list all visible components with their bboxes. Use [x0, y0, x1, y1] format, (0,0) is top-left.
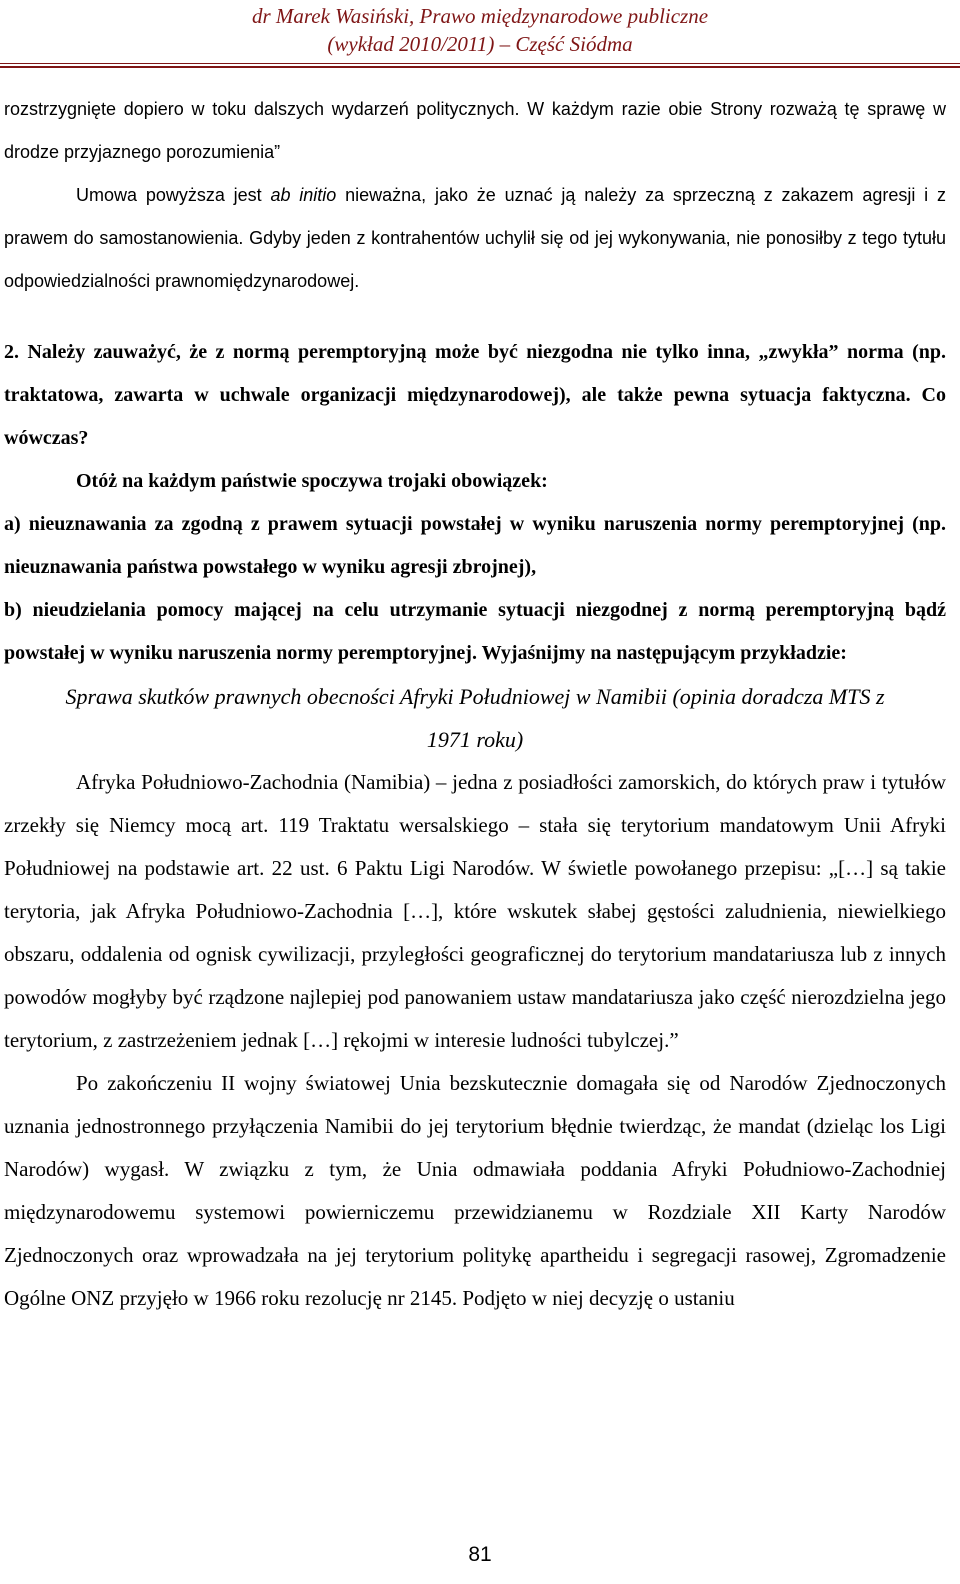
page-number: 81	[468, 1543, 492, 1566]
case-title	[4, 675, 946, 761]
paragraph-spacer	[4, 303, 946, 331]
case-title-line-1: Sprawa skutków prawnych obecności Afryki Południowej w Namibii (opinia doradcza MTS z	[65, 684, 885, 709]
paragraph-obligation-a: a) nieuznawania za zgodną z prawem sytuacji powstałej w wyniku naruszenia normy peremptoryjnej (np. nieuznawania państwa powstałego w wyniku agresji zbrojnej),	[4, 513, 946, 578]
paragraph-after-ww2: Po zakończeniu II wojny światowej Unia bezskutecznie domagała się od Narodów Zjednoczonych uznania jednostronnego przyłączenia Namibii do jej terytorium błędnie twierdząc, że mandat (dzieląc los Ligi Narodów) wygasł. W związku z tym, że Unia odmawiała poddania Afryki Południowo-Zachodniej międzynarodowemu systemowi powierniczemu przewidzianemu w Rozdziale XII Karty Narodów Zjednoczonych oraz wprowadzała na jej terytorium politykę apartheidu i segregacji rasowej, Zgromadzenie Ogólne ONZ przyjęło w 1966 roku rezolucję nr 2145. Podjęto w niej decyzję o ustaniu	[4, 1071, 946, 1310]
running-header	[0, 2, 960, 58]
paragraph-continuation: rozstrzygnięte dopiero w toku dalszych wydarzeń politycznych. W każdym razie obie Strony rozważą tę sprawę w drodze przyjaznego porozumienia”	[4, 99, 946, 162]
text-run: Umowa powyższa jest	[76, 185, 271, 205]
header-lecture-info: (wykład 2010/2011) – Część Siódma	[327, 32, 633, 56]
latin-term: ab initio	[270, 185, 337, 205]
header-author-title: dr Marek Wasiński, Prawo międzynarodowe publiczne	[251, 4, 709, 28]
text-run: nieważna, jako że uznać ją należy za sprzeczną z zakazem agresji i z prawem do samostanowienia.	[4, 185, 946, 248]
header-divider	[0, 63, 960, 68]
paragraph-obligations-intro: Otóż na każdym państwie spoczywa trojaki obowiązek:	[76, 470, 548, 492]
text-run: Gdyby jeden z kontrahentów uchylił się od jej wykonywania, nie ponosiłby z tego tytułu odpowiedzialności prawnomiędzynarodowej.	[4, 228, 946, 291]
paragraph-namibia-mandate: Afryka Południowo-Zachodnia (Namibia) – jedna z posiadłości zamorskich, do których praw i tytułów zrzekły się Niemcy mocą art. 119 Traktatu wersalskiego – stała się terytorium mandatowym Unii Afryki Południowej na podstawie art. 22 ust. 6 Paktu Ligi Narodów. W świetle powołanego przepisu: „[…] są takie terytoria, jak Afryka Południowo-Zachodnia […], które wskutek słabej gęstości zaludnienia, niewielkiego obszaru, oddalenia od ognisk cywilizacji, przyległości geograficznej do terytorium mandatariusza lub z innych powodów mogłyby być rządzone najlepiej pod panowaniem ustaw mandatariusza jako część nierozdzielna jego terytorium, z zastrzeżeniem jednak […] rękojmi w interesie ludności tubylczej.”	[4, 770, 946, 1052]
paragraph-point-2: 2. Należy zauważyć, że z normą peremptoryjną może być niezgodna nie tylko inna, „zwykła” norma (np. traktatowa, zawarta w uchwale organizacji międzynarodowej), ale także pewna sytuacja faktyczna. Co wówczas?	[4, 341, 946, 449]
case-title-line-2: 1971 roku)	[426, 727, 524, 752]
page-body	[4, 88, 946, 1320]
paragraph-obligation-b: b) nieudzielania pomocy mającej na celu utrzymanie sytuacji niezgodnej z normą peremptoryjną bądź powstałej w wyniku naruszenia normy peremptoryjnej. Wyjaśnijmy na następującym przykładzie:	[4, 599, 946, 664]
paragraph-agreement-void	[4, 174, 946, 303]
